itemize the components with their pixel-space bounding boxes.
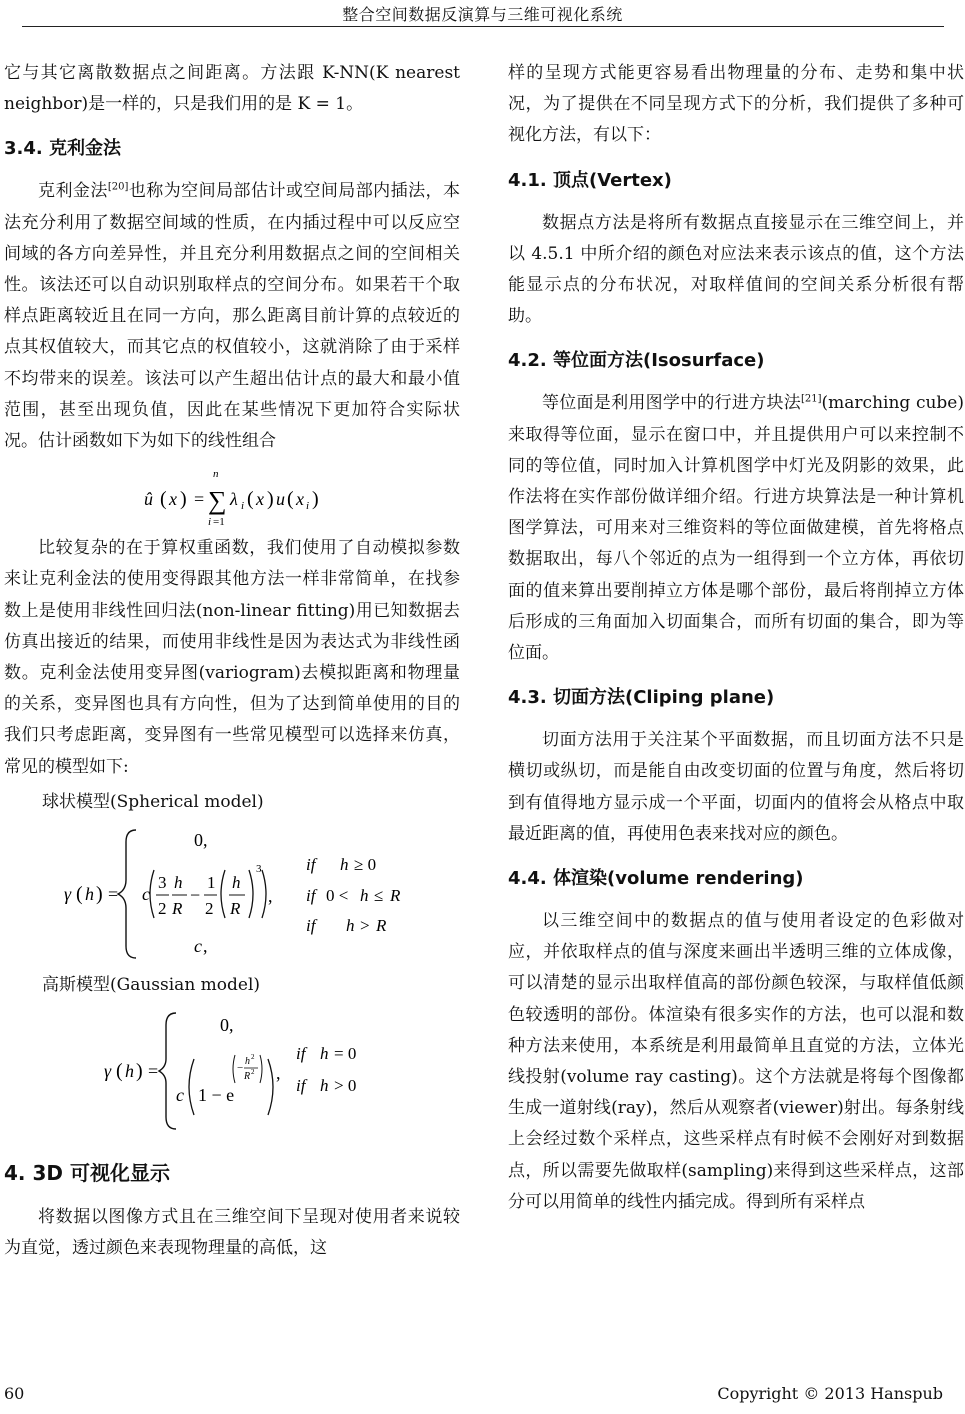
svg-text:h: h	[320, 1043, 329, 1063]
svg-text:2: 2	[251, 1067, 255, 1076]
svg-text:2: 2	[251, 1052, 255, 1061]
svg-text:,: ,	[203, 935, 208, 956]
svg-text:x: x	[296, 489, 304, 510]
page-number: 60	[4, 1384, 25, 1403]
paragraph-vertex: 数据点方法是将所有数据点直接显示在三维空间上，并以 4.5.1 中所介绍的颜色对应法来表示该点的值，这个方法能显示点的分布状况，对取样值间的空间关系分析很有帮助。	[508, 212, 964, 327]
svg-text:if: if	[296, 1043, 306, 1063]
svg-text:3: 3	[256, 862, 262, 875]
estimation-formula	[4, 463, 460, 527]
svg-text:R: R	[390, 885, 401, 905]
svg-text:1: 1	[207, 872, 216, 892]
running-header: 整合空间数据反演算与三维可视化系统	[342, 5, 623, 24]
svg-text:−: −	[190, 884, 201, 905]
paragraph-3d-visualization: 将数据以图像方式且在三维空间下呈现对使用者来说较为直觉，透过颜色来表现物理量的高低，这	[4, 1206, 460, 1259]
right-column	[508, 58, 964, 1218]
svg-text:≥ 0: ≥ 0	[354, 854, 377, 874]
svg-text:1 − e: 1 − e	[198, 1084, 235, 1105]
svg-text:2: 2	[205, 898, 214, 918]
svg-text:n: n	[213, 468, 219, 481]
section-heading-4-2: 4.2. 等位面方法(Isosurface)	[508, 350, 765, 372]
svg-text:if: if	[306, 885, 316, 905]
section-heading-4: 4. 3D 可视化显示	[4, 1160, 170, 1185]
citation-20: [20]	[107, 181, 129, 193]
svg-text:h: h	[346, 915, 355, 935]
svg-text:≤: ≤	[374, 885, 384, 905]
paragraph-clipping-plane: 切面方法用于关注某个平面数据，而且切面方法不只是横切或纵切，而是能自由改变切面的位置与角度，然后将切到有值得地方显示成一个平面，切面内的值将会从格点中取最近距离的值，再使用色表来找对应的颜色。	[508, 730, 964, 844]
svg-text:(: (	[247, 488, 254, 511]
svg-text:∑: ∑	[208, 486, 227, 516]
citation-21: [21]	[801, 393, 822, 405]
isosurface-text-b: (marching cube)来取得等位面，显示在窗口中，并且提供用户可以来控制不同的等位值，同时加入计算机图学中灯光及阴影的效果，此作法将在实作部份做详细介绍。行进方块算法是一种计算机图学算法，可用来对三维资料的等位面做建模，首先将格点数据取出，每八个邻近的点为一组得到一个立方体，再依切面的值来算出要削掉立方体是哪个部份，最后将削掉立方体后形成的三角面加入切面集合，而所有切面的集合，即为等位面。	[508, 393, 964, 664]
paragraph-isosurface	[508, 388, 964, 669]
svg-text:h: h	[125, 1060, 134, 1081]
header-rule	[22, 26, 944, 27]
section-heading-4-1: 4.1. 顶点(Vertex)	[508, 169, 672, 191]
svg-text:R: R	[244, 1070, 251, 1082]
paragraph-knn: 它与其它离散数据点之间距离。方法跟 K-NN(K nearest neighbor)是一样的，只是我们用的是 K = 1。	[4, 63, 460, 115]
spherical-model-formula	[4, 824, 460, 964]
svg-text:x: x	[256, 489, 264, 510]
svg-text:=: =	[194, 489, 205, 510]
paragraph-weights: 比较复杂的在于算权重函数，我们使用了自动模拟参数来让克利金法的使用变得跟其他方法一样非常简单，在找参数上是使用非线性回归法(non-linear fitting)用已知数据去仿真出接近的结果，而使用非线性是因为表达式为非线性函数。克利金法使用变异图(variogram)去模拟距离和物理量的关系，变异图也具有方向性，但为了达到简单使用的目的我们只考虑距离，变异图有一些常见模型可以选择来仿真，常见的模型如下:	[4, 538, 460, 777]
svg-text:h: h	[245, 1055, 250, 1067]
svg-text:): )	[267, 488, 274, 511]
paragraph-volume-rendering: 以三维空间中的数据点的值与使用者设定的色彩做对应，并依取样点的值与深度来画出半透明三维的立体成像，可以清楚的显示出取样值高的部份颜色较深，与取样值低颜色较透明的部份。体渲染有很多实作的方法，也可以混和数种方法来使用，本系统是利用最简单且直觉的方法，立体光线投射(volume ray casting)。这个方法就是将每个图像都生成一道射线(ray)，然后从观察者(viewer)射出。每条射线上会经过数个采样点，这些采样点有时候不会刚好对到数据点，所以需要先做取样(sampling)来得到这些采样点，这部分可以用简单的线性内插完成。得到所有采样点	[508, 911, 964, 1212]
svg-text:if: if	[306, 854, 316, 874]
svg-text:i: i	[241, 500, 245, 513]
svg-text:λ: λ	[230, 489, 238, 510]
gaussian-model-label: 高斯模型(Gaussian model)	[42, 974, 261, 995]
svg-text:γ: γ	[64, 883, 72, 904]
svg-text:0 <: 0 <	[326, 885, 349, 905]
left-column	[4, 58, 460, 1264]
svg-text:h: h	[174, 872, 183, 892]
svg-text:c: c	[176, 1084, 184, 1105]
svg-text:γ: γ	[104, 1060, 112, 1081]
section-heading-4-3: 4.3. 切面方法(Cliping plane)	[508, 687, 775, 709]
svg-text:h: h	[320, 1075, 329, 1095]
svg-text:x: x	[169, 489, 177, 510]
svg-text:=: =	[108, 883, 119, 904]
kriging-text-a: 克利金法	[38, 181, 108, 202]
svg-text:): )	[136, 1059, 143, 1082]
svg-text:,: ,	[268, 885, 273, 906]
svg-text:û: û	[144, 489, 153, 510]
svg-text:): )	[312, 488, 319, 511]
svg-text:,: ,	[276, 1062, 281, 1083]
svg-text:h: h	[360, 885, 369, 905]
svg-text:= 0: = 0	[334, 1043, 357, 1063]
svg-text:(: (	[160, 488, 167, 511]
paragraph-visual-methods: 样的呈现方式能更容易看出物理量的分布、走势和集中状况，为了提供在不同呈现方式下的分析，我们提供了多种可视化方法，有以下：	[508, 63, 964, 146]
section-heading-3-4: 3.4. 克利金法	[4, 138, 121, 160]
kriging-text-b: 也称为空间局部估计或空间局部内插法，本法充分利用了数据空间域的性质，在内插过程中可以反应空间域的各方向差异性，并且充分利用数据点之间的空间相关性。该法还可以自动识别取样点的空间分布。如果若干个取样点距离较近且在同一方向，那么距离目前计算的点较近的点其权值较大，而其它点的权值较小，这就消除了由于采样不均带来的误差。该法可以产生超出估计点的最大和最小值范围，甚至出现负值，因此在某些情况下更加符合实际状况。估计函数如下为如下的线性组合	[4, 181, 461, 452]
svg-text:=: =	[148, 1060, 159, 1081]
spherical-model-label: 球状模型(Spherical model)	[42, 791, 264, 812]
svg-text:h: h	[232, 872, 241, 892]
svg-text:): )	[96, 882, 103, 905]
svg-text:0,: 0,	[194, 829, 208, 850]
svg-text:R: R	[172, 898, 183, 918]
copyright-notice: Copyright © 2013 Hanspub	[717, 1384, 943, 1403]
isosurface-text-a: 等位面是利用图学中的行进方块法	[542, 393, 801, 414]
svg-text:c: c	[194, 935, 202, 956]
svg-text:R: R	[230, 898, 241, 918]
paragraph-kriging	[4, 176, 460, 457]
svg-text:R: R	[376, 915, 387, 935]
svg-text:h: h	[85, 883, 94, 904]
svg-text:c: c	[142, 883, 150, 904]
svg-text:(: (	[76, 882, 83, 905]
svg-text:0,: 0,	[220, 1014, 234, 1035]
svg-text:(: (	[116, 1059, 123, 1082]
svg-text:2: 2	[158, 898, 167, 918]
svg-text:if: if	[306, 915, 316, 935]
svg-text:3: 3	[158, 872, 167, 892]
svg-text:): )	[180, 488, 187, 511]
svg-text:(: (	[287, 488, 294, 511]
svg-text:u: u	[276, 489, 285, 510]
svg-text:h: h	[340, 854, 349, 874]
section-heading-4-4: 4.4. 体渲染(volume rendering)	[508, 868, 804, 890]
svg-text:i: i	[208, 516, 212, 528]
svg-text:=1: =1	[213, 516, 225, 528]
svg-text:if: if	[296, 1075, 306, 1095]
svg-text:−: −	[237, 1061, 244, 1074]
svg-text:i: i	[306, 500, 310, 513]
svg-text:>: >	[360, 915, 370, 935]
gaussian-model-formula	[4, 1007, 460, 1135]
svg-text:> 0: > 0	[334, 1075, 357, 1095]
